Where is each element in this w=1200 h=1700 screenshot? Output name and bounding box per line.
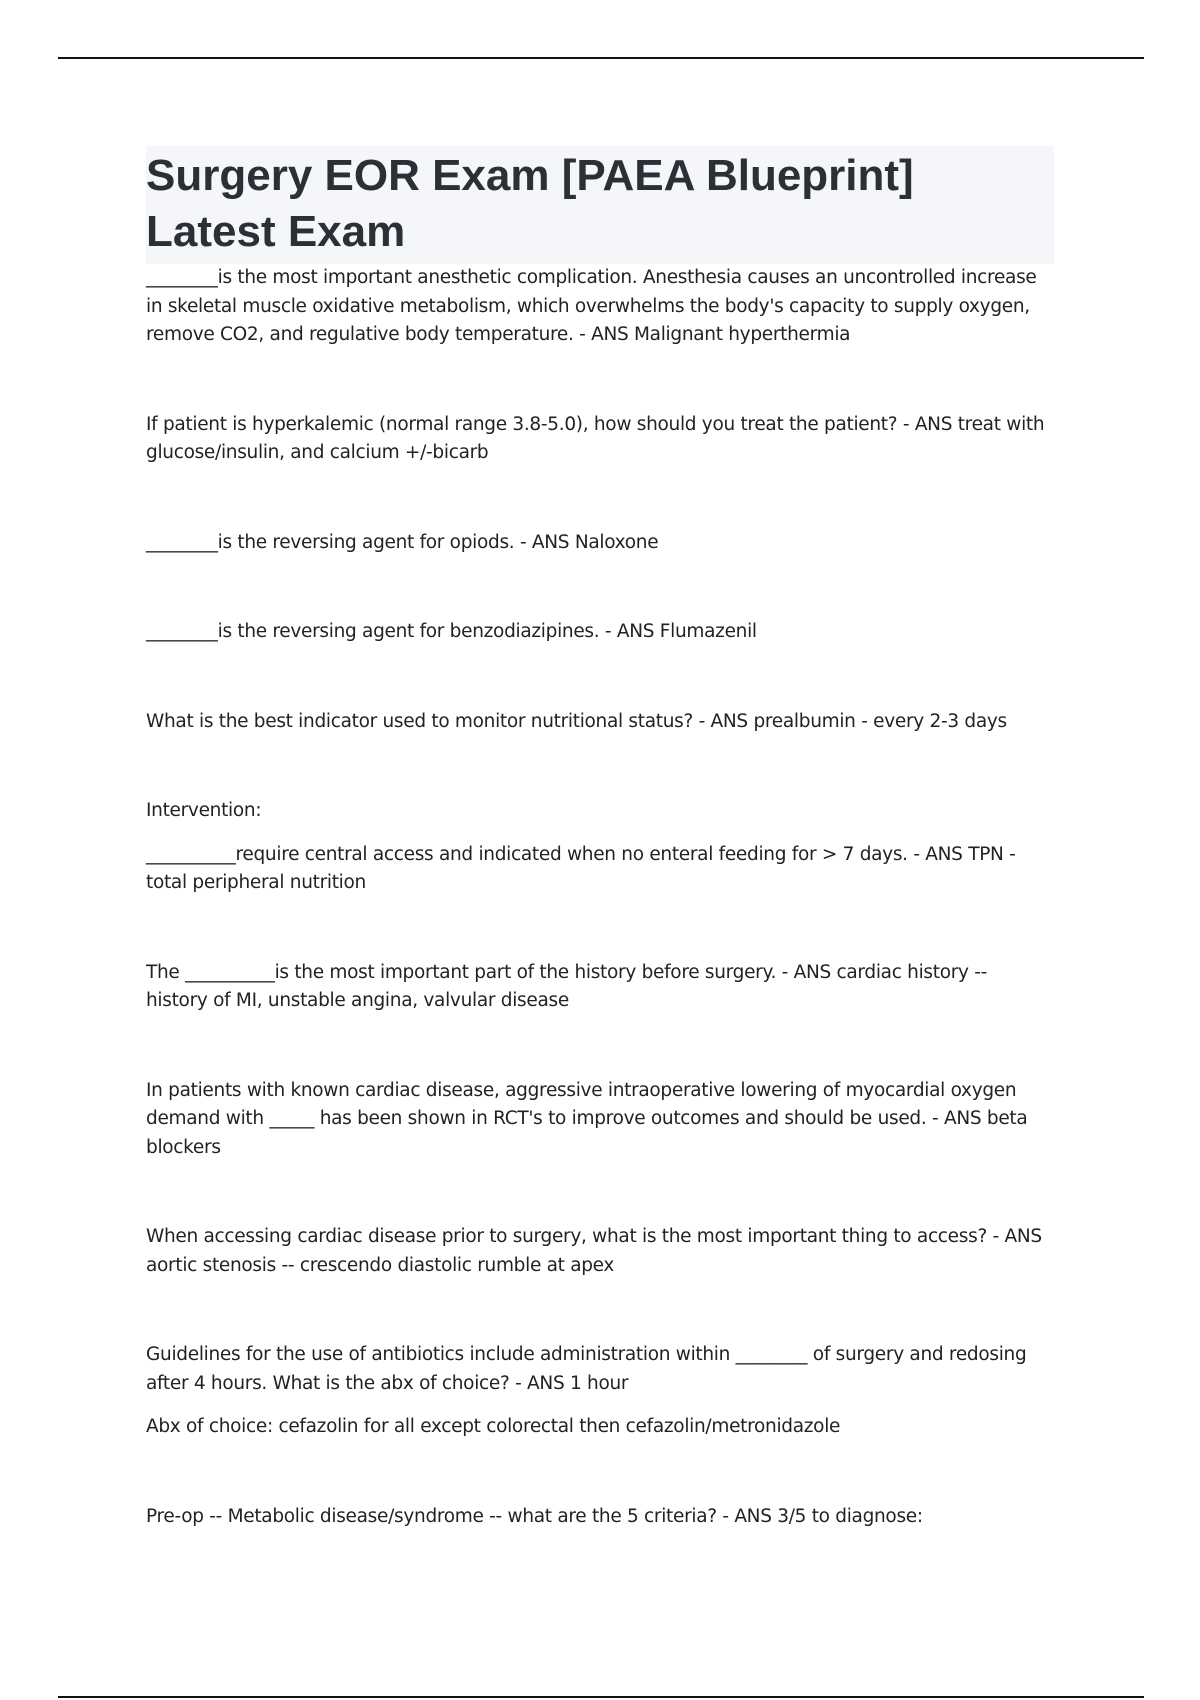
qa-item-beta-blockers: In patients with known cardiac disease, aggressive intraoperative lowering of myocardial oxygen demand with _____ has been shown in RCT's to improve outcomes and should be used. - ANS beta blockers (146, 1079, 1028, 1158)
qa-item-hyperkalemia: If patient is hyperkalemic (normal range 3.8-5.0), how should you treat the patient? - ANS treat with glucose/insulin, and calcium +/-bicarb (146, 413, 1045, 463)
qa-item-anesthetic-complication: ________is the most important anesthetic complication. Anesthesia causes an uncontrolled increase in skeletal muscle oxidative metabolism, which overwhelms the body's capacity to supply oxygen, remove CO2, and regulative body temperature. - ANS Malignant hyperthermia (146, 267, 1037, 345)
qa-item-benzodiazepine-reversal: ________is the reversing agent for benzodiazipines. - ANS Flumazenil (146, 621, 757, 642)
bottom-rule (58, 1696, 1144, 1698)
qa-item-opioid-reversal: ________is the reversing agent for opiods. - ANS Naloxone (146, 531, 659, 553)
qa-item-nutritional-status: What is the best indicator used to monitor nutritional status? - ANS prealbumin - every 2-3 days (146, 710, 1007, 732)
qa-item-tpn: __________require central access and indicated when no enteral feeding for > 7 days. - ANS TPN - total peripheral nutrition (146, 843, 1016, 893)
qa-item-aortic-stenosis: When accessing cardiac disease prior to surgery, what is the most important thing to access? - ANS aortic stenosis -- crescendo diastolic rumble at apex (146, 1226, 1042, 1276)
qa-item-metabolic-syndrome: Pre-op -- Metabolic disease/syndrome -- what are the 5 criteria? - ANS 3/5 to diagnose: (146, 1505, 923, 1527)
qa-item-abx-choice: Abx of choice: cefazolin for all except colorectal then cefazolin/metronidazole (146, 1416, 841, 1437)
top-rule (58, 57, 1144, 59)
document-body (146, 146, 1054, 1531)
qa-item-antibiotics-timing: Guidelines for the use of antibiotics include administration within ________ of surgery and redosing after 4 hours. What is the abx of choice? - ANS 1 hour (146, 1344, 1027, 1394)
qa-item-cardiac-history: The __________is the most important part of the history before surgery. - ANS cardiac history -- history of MI, unstable angina, valvular disease (146, 961, 988, 1011)
qa-item-intervention-heading: Intervention: (146, 800, 262, 821)
document-title: Surgery EOR Exam [PAEA Blueprint] Latest Exam (146, 146, 1054, 264)
